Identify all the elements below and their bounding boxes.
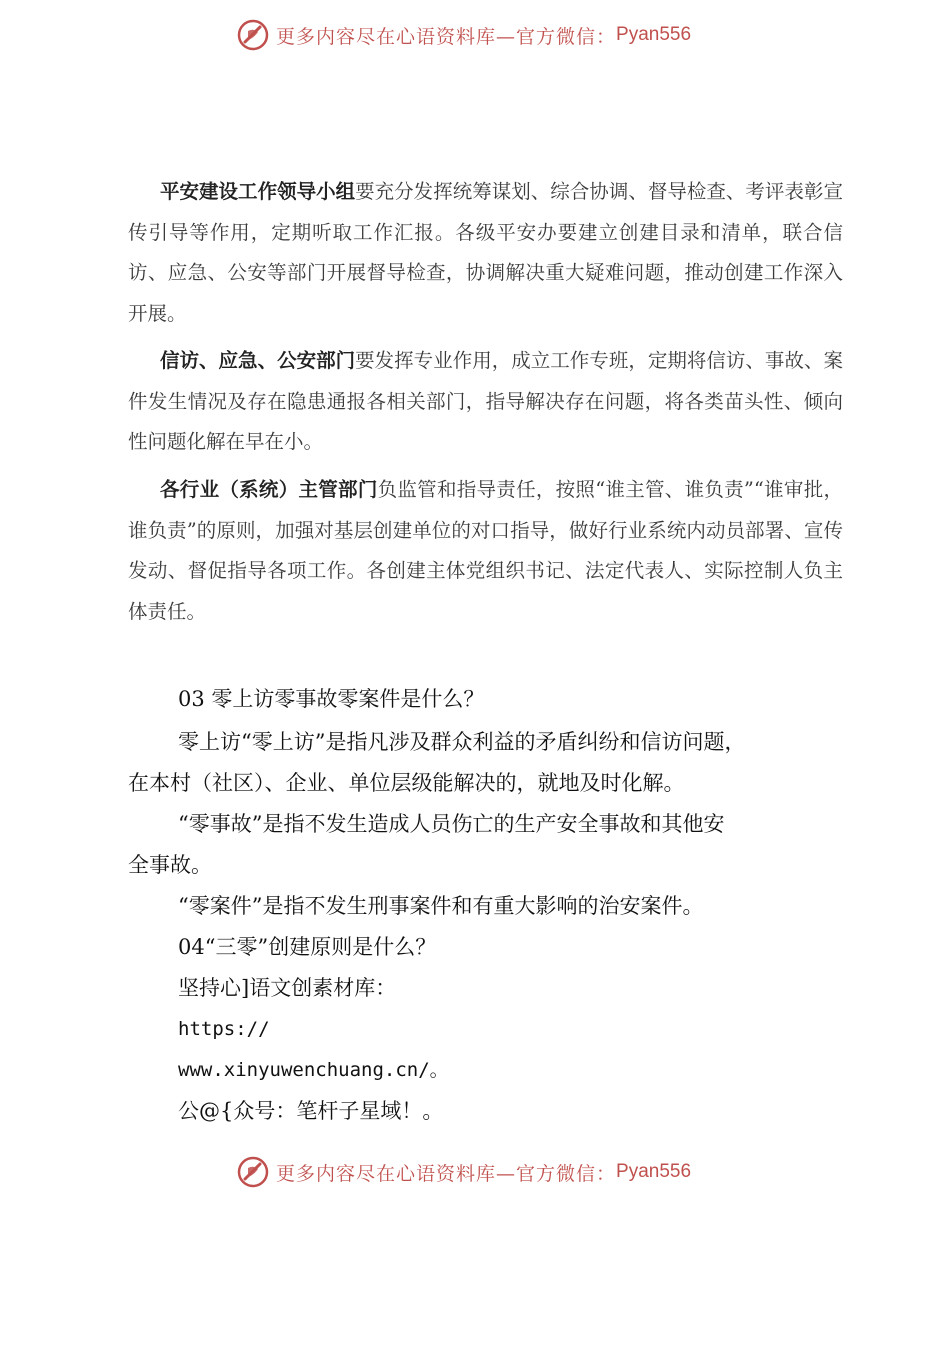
promo-url-line: www.xinyuwenchuang.cn/。 [178,1059,449,1081]
footer-banner [236,1155,691,1189]
promo-line: 公@{众号：笔杆子星域！。 [178,1099,444,1123]
answer-line: 在本村（社区）、企业、单位层级能解决的，就地及时化解。 [128,771,685,795]
paragraph-lead: 信访、应急、公安部门 [160,349,356,372]
promo-line: 坚持心]语文创素材库： [178,976,397,1000]
paragraph-body: 要充分发挥统筹谋划、综合协调、督导检查、考评表彰宣传引导等作用，定期听取工作汇报。各级平安办要建立创建目录和清单，联合信访、应急、公安等部门开展督导检查，协调解决重大疑难问题，推动创建工作深入开展。 [128,180,843,325]
banner-text: 更多内容尽在心语资料库—官方微信： [276,1162,617,1185]
paragraph-departments [128,341,843,463]
promo-url-line: https:// [178,1018,270,1040]
question-04: 04“三零”创建原则是什么？ [178,935,437,959]
answer-line: “零事故”是指不发生造成人员伤亡的生产安全事故和其他安 [178,812,725,836]
paragraph-industry [128,470,843,632]
header-banner [236,18,691,52]
paragraph-body: 负监管和指导责任，按照“谁主管、谁负责”“谁审批，谁负责”的原则，加强对基层创建单位的对口指导，做好行业系统内动员部署、宣传发动、督促指导各项工作。各创建主体党组织书记、法定代表人、实际控制人负主体责任。 [128,478,843,623]
answer-line: 零上访“零上访”是指凡涉及群众利益的矛盾纠纷和信访问题， [178,730,746,754]
banner-wechat-id: Pyan556 [616,24,692,45]
answer-line: 全事故。 [128,853,212,877]
logo-icon [236,1155,270,1189]
answer-line: “零案件”是指不发生刑事案件和有重大影响的治安案件。 [178,894,704,918]
banner-text: 更多内容尽在心语资料库—官方微信： [276,25,617,48]
logo-icon [236,18,270,52]
paragraph-body: 要发挥专业作用，成立工作专班，定期将信访、事故、案件发生情况及存在隐患通报各相关部门，指导解决存在问题，将各类苗头性、倾向性问题化解在早在小。 [128,349,843,453]
paragraph-lead: 各行业（系统）主管部门 [160,478,378,501]
banner-wechat-id: Pyan556 [616,1161,692,1182]
question-03: 03 零上访零事故零案件是什么？ [178,687,485,711]
paragraph-lead: 平安建设工作领导小组 [160,180,356,203]
paragraph-leading-group [128,172,843,334]
